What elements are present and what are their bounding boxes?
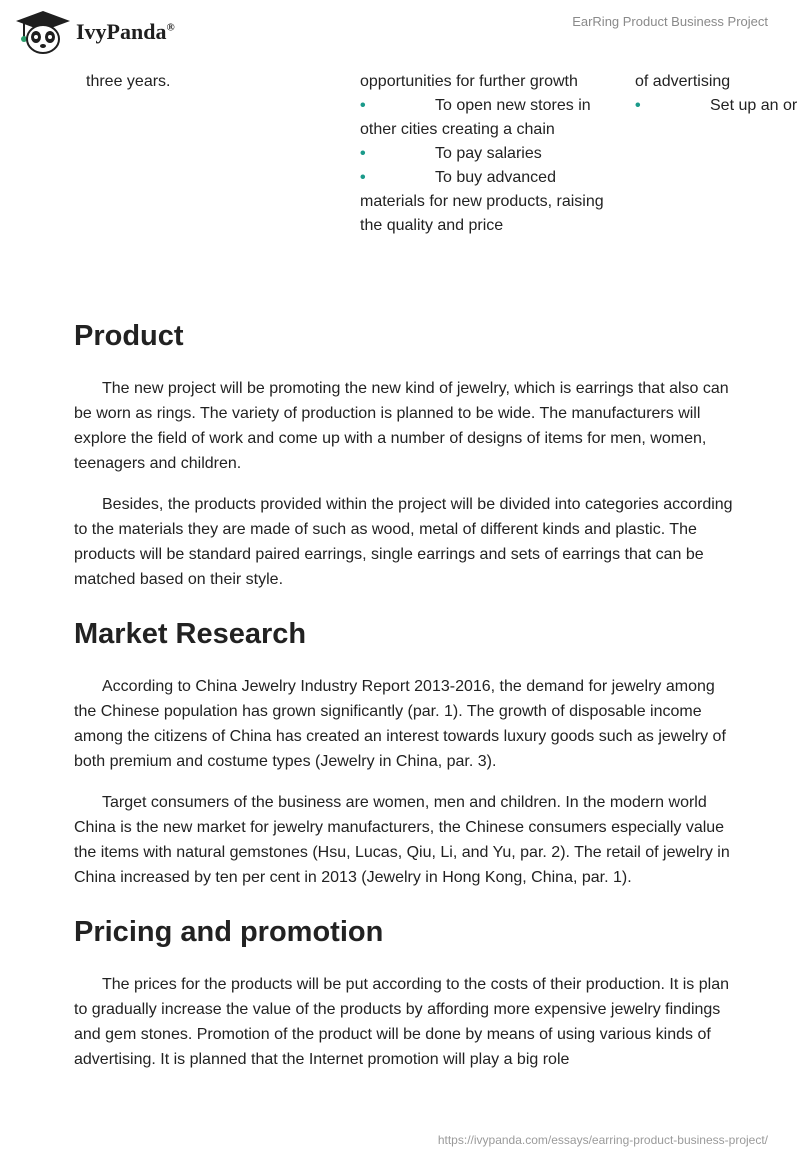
paragraph: The new project will be promoting the new kind of jewelry, which is earrings that also can be worn as rings. The variety of production is planned to be wide. The manufacturers will explore the field of work and come up with a number of designs of items for men, women, teenagers and children.	[74, 380, 729, 472]
document-title: EarRing Product Business Project	[572, 14, 768, 29]
section-market-research	[74, 614, 734, 890]
bullet-icon: •	[360, 97, 366, 114]
section-product	[74, 316, 734, 592]
paragraph: Target consumers of the business are women, men and children. In the modern world China is the new market for jewelry manufacturers, the Chinese consumers especially value the items with natural gemstones (Hsu, Lucas, Qiu, Li, and Yu, par. 2). The retail of jewelry in China increased by ten per cent in 2013 (Jewelry in Hong Kong, China, par. 1).	[74, 794, 730, 886]
table-column-2	[360, 70, 610, 238]
table-column-1	[86, 70, 336, 94]
page-header	[0, 0, 800, 64]
ivypanda-logo[interactable]	[14, 8, 175, 56]
section-pricing-promotion	[74, 912, 734, 1072]
list-item: • To open new stores in other cities creating a chain	[360, 94, 610, 142]
section-heading: Pricing and promotion	[74, 916, 384, 948]
panda-graduate-icon	[14, 9, 72, 55]
paragraph: Besides, the products provided within the project will be divided into categories according to the materials they are made of such as wood, metal of different kinds and plastic. The products will be standard paired earrings, single earrings and sets of earrings that can be matched based on their style.	[74, 496, 733, 588]
table-column-3	[635, 70, 800, 118]
bullet-icon: •	[360, 169, 366, 186]
bullet-icon: •	[360, 145, 366, 162]
brand-name: IvyPanda®	[76, 19, 175, 44]
table-cell-text: of advertising	[635, 73, 731, 90]
list-item: • Set up an or	[635, 94, 800, 118]
list-item: • To pay salaries	[360, 142, 610, 166]
section-heading: Product	[74, 320, 184, 352]
section-heading: Market Research	[74, 618, 307, 650]
paragraph: The prices for the products will be put according to the costs of their production. It is plan to gradually increase the value of the products by affording more expensive jewelry findings and gem stones. Promotion of the product will be done by means of using various kinds of advertising. It is planned that the Internet promotion will play a big role	[74, 976, 729, 1068]
paragraph: According to China Jewelry Industry Report 2013-2016, the demand for jewelry among the Chinese population has grown significantly (par. 1). The growth of disposable income among the citizens of China has created an interest towards luxury goods such as jewelry of both premium and costume types (Jewelry in China, par. 3).	[74, 678, 726, 770]
bullet-icon: •	[635, 97, 641, 114]
table-cell-text: three years.	[86, 73, 171, 90]
table-cell-text: opportunities for further growth	[360, 73, 578, 90]
essay-body	[74, 316, 734, 1088]
list-item: • To buy advanced materials for new products, raising the quality and price	[360, 166, 610, 238]
source-url[interactable]: https://ivypanda.com/essays/earring-product-business-project/	[437, 1133, 768, 1147]
